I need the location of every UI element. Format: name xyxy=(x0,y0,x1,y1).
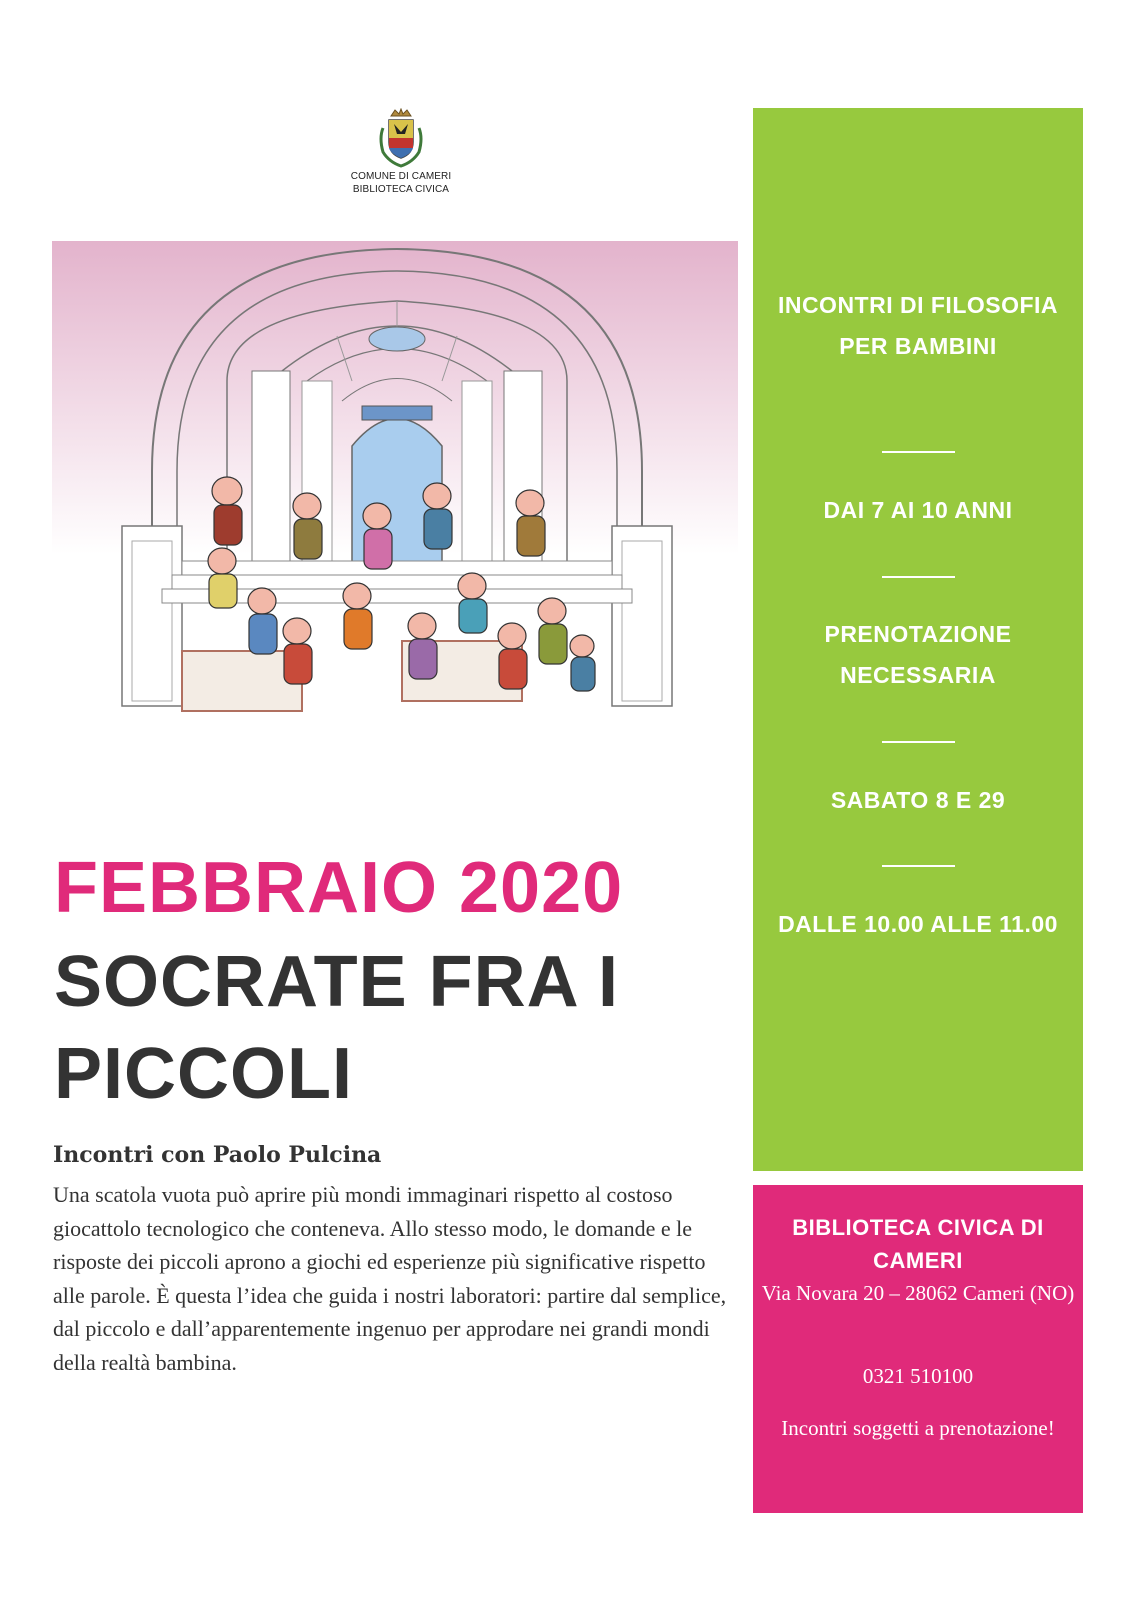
contact-panel xyxy=(753,1185,1083,1513)
library-name: BIBLIOTECA CIVICA DI CAMERI xyxy=(792,1215,1044,1273)
separator xyxy=(882,576,955,578)
library-phone: 0321 510100 xyxy=(862,1364,974,1388)
library-address: Via Novara 20 – 28062 Cameri (NO) xyxy=(761,1281,1075,1305)
coat-of-arms-icon xyxy=(377,108,425,170)
event-subtitle: Incontri con Paolo Pulcina xyxy=(53,1142,382,1168)
separator xyxy=(882,865,955,867)
event-month-title: FEBBRAIO 2020 xyxy=(54,848,624,928)
event-info-panel xyxy=(753,108,1083,1171)
time-text: DALLE 10.00 ALLE 11.00 xyxy=(778,911,1058,937)
event-description: Una scatola vuota può aprire più mondi immaginari rispetto al costoso giocattolo tecnologico che conteneva. Allo stesso modo, le domande e le risposte dei piccoli aprono a giochi ed esperienze più significative rispetto alle parole. È questa l’idea che guida i nostri laboratori: partire dal semplice, dal piccolo e dall’apparentemente ingenuo per approdare nei grandi mondi della realtà bambina. xyxy=(53,1182,727,1375)
ages-text: DAI 7 AI 10 ANNI xyxy=(823,497,1013,523)
school-of-athens-cartoon-icon xyxy=(52,241,738,723)
logo-line-1: COMUNE DI CAMERI xyxy=(350,171,452,182)
booking-note: Incontri soggetti a prenotazione! xyxy=(781,1416,1055,1440)
library-logo xyxy=(345,108,457,196)
topic-text: INCONTRI DI FILOSOFIA PER BAMBINI xyxy=(777,292,1059,359)
booking-text: PRENOTAZIONE NECESSARIA xyxy=(824,621,1012,688)
school-of-athens-illustration xyxy=(52,241,738,723)
dates-text: SABATO 8 E 29 xyxy=(830,787,1006,813)
logo-line-2: BIBLIOTECA CIVICA xyxy=(352,184,450,195)
event-main-title: SOCRATE FRA I PICCOLI xyxy=(54,942,619,1114)
separator xyxy=(882,741,955,743)
separator xyxy=(882,451,955,453)
